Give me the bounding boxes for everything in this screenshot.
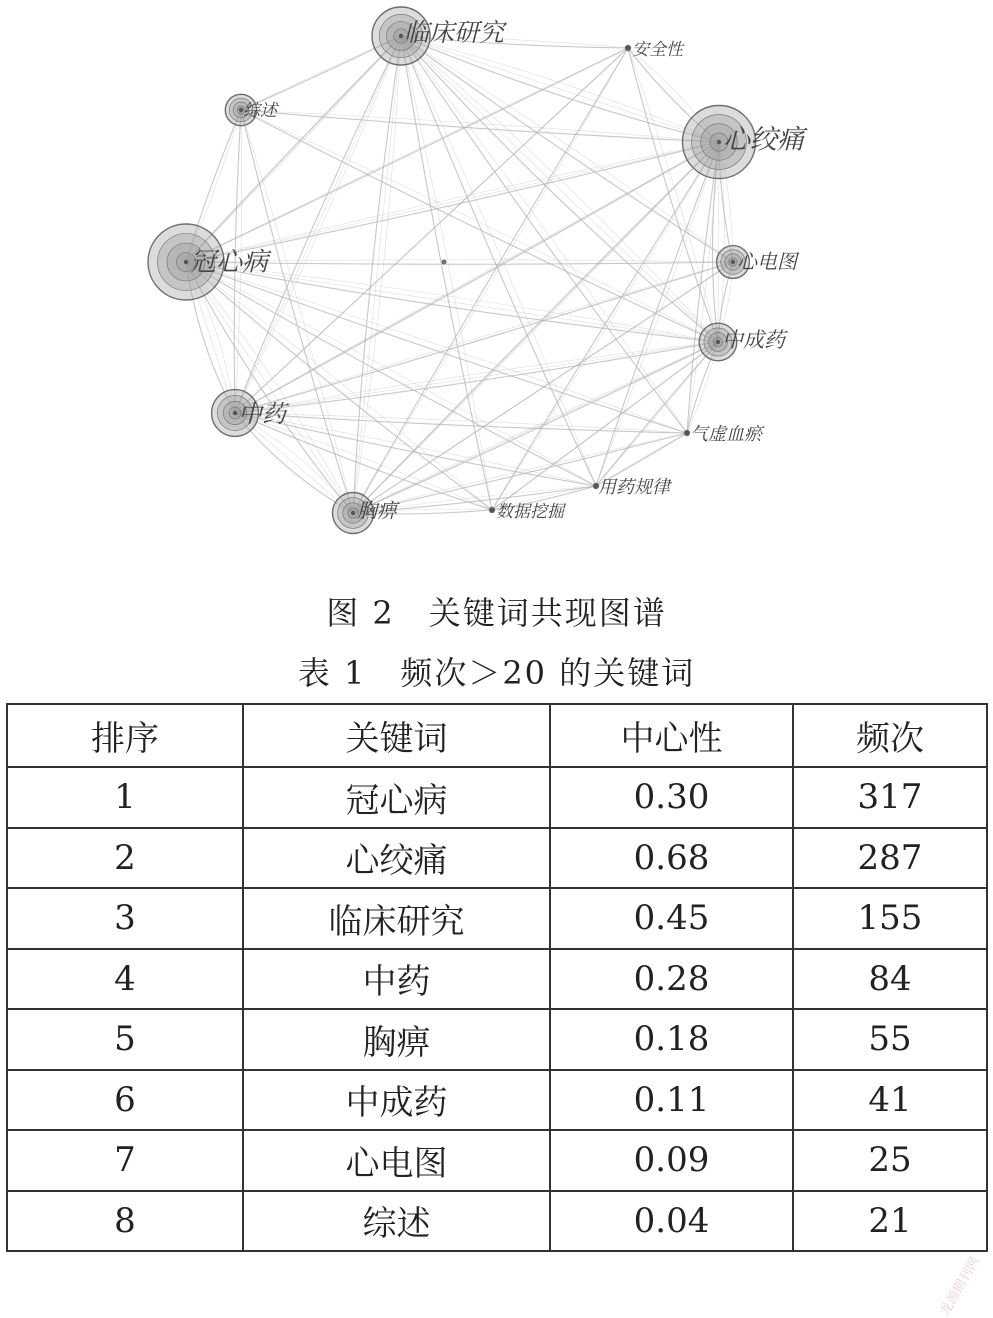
keyword-node (716, 340, 720, 344)
header-frequency: 频次 (793, 704, 987, 767)
cell-rank: 5 (7, 1009, 243, 1070)
table-row (7, 767, 987, 828)
keyword-label: 中药 (238, 400, 290, 428)
table-caption-number: 表 1 (298, 654, 367, 692)
keyword-label: 用药规律 (598, 477, 673, 498)
cooccurrence-edge (401, 36, 596, 486)
cooccurrence-edge (401, 36, 596, 486)
cooccurrence-edge (241, 110, 719, 142)
keyword-node (351, 511, 355, 515)
watermark: 龙源期刊网 (934, 1253, 983, 1318)
keyword-label: 临床研究 (404, 18, 508, 47)
table-caption-title: 频次＞20 的关键词 (400, 654, 695, 692)
cell-frequency: 155 (793, 888, 987, 949)
cell-centrality: 0.09 (550, 1130, 793, 1191)
center-node (442, 260, 447, 265)
cell-frequency: 55 (793, 1009, 987, 1070)
cell-rank: 7 (7, 1130, 243, 1191)
keyword-cooccurrence-map (0, 0, 993, 560)
cooccurrence-edge (596, 342, 718, 486)
figure-caption (0, 588, 993, 634)
figure-caption-number: 图 2 (326, 594, 395, 632)
cell-frequency: 41 (793, 1070, 987, 1131)
table-row (7, 888, 987, 949)
cooccurrence-edge (186, 262, 733, 264)
keyword-node (399, 34, 403, 38)
cell-centrality: 0.68 (550, 828, 793, 889)
cell-centrality: 0.30 (550, 767, 793, 828)
cooccurrence-edge (353, 142, 719, 513)
keyword-label: 气虚血瘀 (690, 424, 765, 445)
cell-keyword: 中成药 (243, 1070, 550, 1131)
cell-rank: 8 (7, 1191, 243, 1252)
cell-centrality: 0.45 (550, 888, 793, 949)
cooccurrence-edge (186, 262, 596, 486)
cell-rank: 4 (7, 949, 243, 1010)
cell-keyword: 心电图 (243, 1130, 550, 1191)
cell-frequency: 84 (793, 949, 987, 1010)
cell-keyword: 临床研究 (243, 888, 550, 949)
cooccurrence-edge (241, 110, 719, 142)
cooccurrence-edge (401, 36, 492, 510)
header-keyword: 关键词 (243, 704, 550, 767)
cooccurrence-edge (235, 36, 401, 413)
cooccurrence-edge (186, 260, 733, 262)
cell-rank: 2 (7, 828, 243, 889)
header-centrality: 中心性 (550, 704, 793, 767)
table-row (7, 1009, 987, 1070)
cell-rank: 1 (7, 767, 243, 828)
cooccurrence-edge (235, 48, 628, 413)
cell-frequency: 287 (793, 828, 987, 889)
keyword-label: 冠心病 (190, 248, 272, 278)
cell-centrality: 0.11 (550, 1070, 793, 1131)
keyword-label: 数据挖掘 (496, 502, 567, 522)
cooccurrence-edge (186, 262, 353, 513)
table-row (7, 1130, 987, 1191)
cell-centrality: 0.28 (550, 949, 793, 1010)
cell-keyword: 心绞痛 (243, 828, 550, 889)
network-graph (0, 0, 993, 560)
cooccurrence-edge (235, 142, 719, 413)
table-row (7, 1070, 987, 1131)
table-row (7, 1191, 987, 1252)
cooccurrence-edge (241, 110, 353, 513)
figure-caption-title: 关键词共现图谱 (429, 594, 667, 632)
keyword-label: 心电图 (737, 250, 800, 274)
keyword-node (717, 140, 721, 144)
keyword-node (490, 508, 494, 512)
table-row (7, 949, 987, 1010)
header-rank: 排序 (7, 704, 243, 767)
keyword-label: 心绞痛 (723, 125, 808, 156)
cell-keyword: 综述 (243, 1191, 550, 1252)
cell-rank: 3 (7, 888, 243, 949)
keyword-node (626, 46, 630, 50)
keyword-node (685, 431, 689, 435)
cell-keyword: 中药 (243, 949, 550, 1010)
cell-keyword: 冠心病 (243, 767, 550, 828)
cooccurrence-edge (401, 36, 492, 510)
cell-centrality: 0.18 (550, 1009, 793, 1070)
cell-frequency: 25 (793, 1130, 987, 1191)
table-row (7, 828, 987, 889)
keyword-node (233, 411, 237, 415)
cooccurrence-edge (186, 36, 401, 262)
keyword-label: 安全性 (632, 40, 685, 60)
keyword-node (731, 260, 735, 264)
keyword-label: 中成药 (722, 328, 788, 352)
cell-frequency: 317 (793, 767, 987, 828)
cooccurrence-edge (186, 262, 596, 486)
keyword-node (184, 260, 188, 264)
cell-keyword: 胸痹 (243, 1009, 550, 1070)
keyword-label: 综述 (243, 101, 279, 121)
cell-centrality: 0.04 (550, 1191, 793, 1252)
table-caption (0, 648, 993, 694)
table-header-row (7, 704, 987, 767)
keyword-label: 胸痹 (357, 499, 400, 523)
keyword-table (6, 703, 988, 1252)
cell-rank: 6 (7, 1070, 243, 1131)
cooccurrence-edge (241, 110, 353, 513)
cell-frequency: 21 (793, 1191, 987, 1252)
